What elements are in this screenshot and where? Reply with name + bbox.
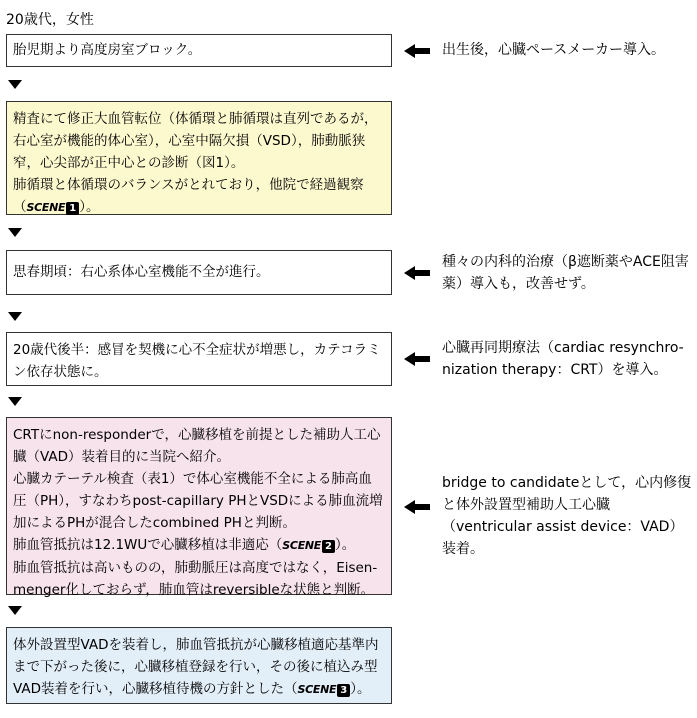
step-text: 思春期頃：右心系体心室機能不全が進行。: [13, 264, 270, 280]
step-text: 肺血管抵抗は高いものの，肺動脈圧は高度ではなく，Eisen-menger化しておらず，肺血管はreversibleな状態と判断。: [13, 560, 378, 598]
down-arrow-icon: [8, 606, 22, 615]
scene-label: SCENE: [297, 683, 337, 696]
scene-badge: 3: [337, 684, 350, 697]
scene-label: SCENE: [282, 539, 322, 552]
note-text: 出生後，心臓ペースメーカー導入。: [442, 42, 666, 58]
note-text: 心臓再同期療法（cardiac resynchro-nization therapy：CRT）を導入。: [442, 340, 684, 378]
left-arrow-icon: [404, 43, 430, 57]
step-box-birth: [6, 34, 392, 67]
step-box-referral: [6, 417, 392, 598]
step-text: 肺循環と体循環のバランスがとれており，他院で経過観察: [13, 177, 364, 193]
scene-ref: （SCENE 1 ）。: [13, 199, 100, 215]
step-box-adolescence: [6, 250, 392, 295]
note-text: bridge to candidateとして，心内修復と体外設置型補助人工心臓（ventricular assist device：VAD）装着。: [442, 475, 692, 557]
note-text: 種々の内科的治療（β遮断薬やACE阻害薬）導入も，改善せず。: [442, 254, 689, 292]
patient-header: 20歳代，女性: [6, 12, 94, 28]
step-text: 20歳代後半：感冒を契機に心不全症状が増悪し，カテコラミン依存状態に。: [13, 342, 381, 380]
step-text: 肺血管抵抗は12.1WUで心臓移植は非適応（SCENE 2 ）。: [13, 537, 356, 553]
scene-label: SCENE: [26, 201, 66, 214]
note-crt: [442, 337, 692, 381]
step-text: 体外設置型VADを装着し，肺血管抵抗が心臓移植適応基準内まで下がった後に，心臓移植登録を行い，その後に植込み型VAD装着を行い，心臓移植待機の方針とした（SCENE 3 ）。: [13, 637, 379, 697]
down-arrow-icon: [8, 228, 22, 237]
note-vad: [442, 472, 692, 560]
down-arrow-icon: [8, 312, 22, 321]
scene-badge: 1: [66, 202, 79, 215]
step-box-late-20s: [6, 332, 392, 386]
left-arrow-icon: [404, 265, 430, 279]
step-box-diagnosis: [6, 101, 392, 215]
down-arrow-icon: [8, 80, 22, 89]
scene-badge: 2: [322, 540, 335, 553]
step-text: 精査にて修正大血管転位（体循環と肺循環は直列であるが，右心室が機能的体心室），心室中隔欠損（VSD），肺動脈狭窄，心尖部が正中心との診断（図1）。: [13, 111, 378, 171]
down-arrow-icon: [8, 397, 22, 406]
left-arrow-icon: [404, 351, 430, 365]
step-text: 胎児期より高度房室ブロック。: [13, 42, 202, 58]
step-box-plan: [6, 627, 392, 704]
note-medical-therapy: [442, 251, 692, 295]
step-text: CRTにnon-responderで，心臓移植を前提とした補助人工心臓（VAD）装着目的に当院へ紹介。: [13, 427, 381, 465]
left-arrow-icon: [404, 499, 430, 513]
step-text: 心臓カテーテル検査（表1）で体心室機能不全による肺高血圧（PH），すなわちpost-capillary PHとVSDによる肺血流増加によるPHが混合したcombined PHと判断。: [13, 471, 383, 531]
note-pacemaker: [442, 39, 692, 61]
